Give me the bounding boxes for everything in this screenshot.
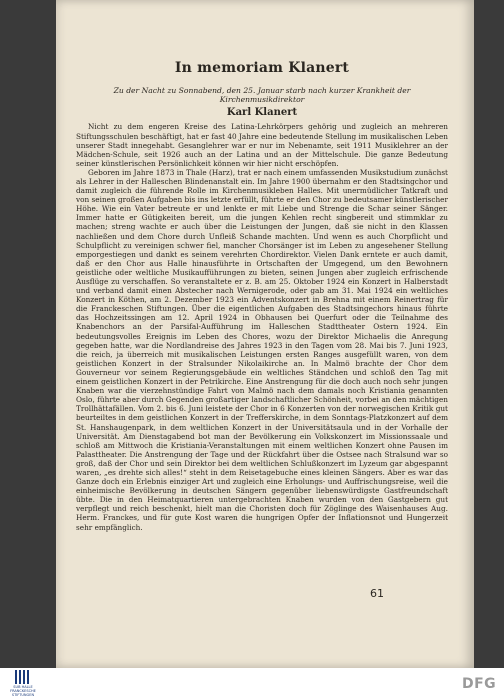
library-logo bbox=[6, 670, 40, 696]
footer-bar bbox=[0, 668, 504, 698]
dfg-logo: DFG bbox=[462, 676, 497, 692]
document-author: Karl Klanert bbox=[226, 107, 298, 119]
document-subtitle: Zu der Nacht zu Sonnabend, den 25. Januar starb nach kurzer Krankheit der Kirchenmusikdirektor bbox=[113, 86, 411, 105]
page-content bbox=[76, 60, 448, 532]
body-paragraph-2: Geboren im Jahre 1873 in Thale (Harz), trat er nach einem umfassenden Musikstudium zunächst als Lehrer in der Halleschen Blindenanstalt ein. Im Jahre 1900 übernahm er den Stadtsingchor und damit zugleich die führende Rolle im Kirchenmusikleben Halles. Mit unermüdlicher Tatkraft und von seinen großen Aufgaben bis ins letzte erfüllt, führte er den Chor zu bedeutsamer künstlerischer Höhe. Wie ein Vater betreute er und lenkte er mit Liebe und Strenge die Schar seiner Sänger. Immer hatte er Gütigkeiten bereit, um die jungen Kehlen recht singbereit und stimmklar zu machen; streng wachte er auch über die Leistungen der Jungen, daß sie nicht in den Klassen nachließen und dem Chore durch Unfleiß Schande machten. Und wenn es auch Chorpflicht und Schulpflicht zu vereinigen schwer fiel, mancher Chorsänger ist im Leben zu angesehener Stellung emporgestiegen und dankt es seinem verehrten Chordirektor. Vielen Dank erntete er auch damit, daß er den Chor aus Halle hinausführte in Ortschaften der Umgegend, um den Bewohnern geistliche oder weltliche Musikaufführungen zu bieten, seinen Jungen aber zugleich erfrischende Ausflüge zu verschaffen. So veranstaltete er z. B. am 25. Oktober 1924 ein Konzert in Halberstadt und verband damit einen Abstecher nach Wernigerode, oder gab am 31. Mai 1924 ein weltliches Konzert in Köthen, am 2. Dezember 1923 ein Adventskonzert in Brehna mit einem Reinertrag für die Franckeschen Stiftungen. Über die eigentlichen Aufgaben des Stadtsingechors hinaus führte das Hochzeitssingen am 12. April 1924 in Obhausen bei Querfurt oder die Teilnahme des Knabenchors an der Parsifal-Aufführung im Halleschen Stadttheater Ostern 1924. Ein bedeutungsvolles Ereignis im Leben des Chores, wozu der Direktor Michaelis die Anregung gegeben hatte, war die Nordlandreise des Jahres 1923 in den Tagen vom 28. Mai bis 7. Juni 1923, die reich, ja überreich mit musikalischen Leistungen ersten Ranges ausgefüllt waren, von dem geistlichen Konzert in der Stralsunder Nikolaikirche an. In Malmö brachte der Chor dem Gouverneur vor seinem Regierungsgebäude ein weltliches Ständchen und schloß den Tag mit einem geistlichen Konzert in der Petrikirche. Eine Anstrengung für die doch auch noch sehr jungen Knaben war die vierzehnstündige Fahrt von Malmö nach dem damals noch Kristiania genannten Oslo, führte aber durch Gegenden großartiger landschaftlicher Schönheit, vorbei an den mächtigen Trollhättafällen. Vom 2. bis 6. Juni leistete der Chor in 6 Konzerten von der norwegischen Kritik gut beurteiltes in dem geistlichen Konzert in der Trefferskirche, in dem Sonntags-Platzkonzert auf dem St. Hanshaugenpark, in dem weltlichen Konzert in der Universitätsaula und in der Vorhalle der Universität. Am Dienstagabend bot man der Bevölkerung ein Volkskonzert im Missionssaale und schloß am Mittwoch die Kristiania-Veranstaltungen mit einem weltlichen Konzert ohne Pausen im Palasttheater. Die Anstrengung der Tage und der Rückfahrt über die Ostsee nach Stralsund war so groß, daß der Chor und sein Direktor bei dem weltlichen Schlußkonzert im Lyzeum gar abgespannt waren, „es drehte sich alles!“ steht in dem Reisetagebuche eines kleinen Sängers. Aber es war das Ganze doch ein Erlebnis einziger Art und zugleich eine Erholungs- und Auffrischungsreise, weil die einheimische Bevölkerung in deutschen Sängern gegenüber liebenswürdigste Gastfreundschaft übte. Die in den Heimatquartieren untergebrachten Knaben wurden von den Gastgebern gut verpflegt und reich beschenkt, hielt man die Choristen doch für Zöglinge des Waisenhauses Aug. Herm. Franckes, und für gute Kost waren die hungrigen Opfer der Inflationsnot und Hungerzeit sehr empfänglich. bbox=[76, 167, 448, 532]
document-page bbox=[56, 0, 474, 668]
document-title: In memoriam Klanert bbox=[174, 60, 350, 76]
body-paragraph-1: Nicht zu dem engeren Kreise des Latina-Lehrkörpers gehörig und zugleich an mehreren Stiftungsschulen beschäftigt, hat er fast 40 Jahre eine bedeutende Stellung im musikalischen Leben unserer Stadt innegehabt. Gesanglehrer war er nur im Nebenamte, seit 1911 Musiklehrer an der Mädchen-Schule, seit 1926 auch an der Latina und an der Mittelschule. Die ganze Bedeutung seiner künstlerischen Persönlichkeit können wir hier nicht erschöpfen. bbox=[76, 122, 448, 168]
library-logo-icon bbox=[15, 670, 31, 684]
page-number: 61 bbox=[370, 587, 384, 600]
library-logo-text: SUB HALLE FRANCKESCHE STIFTUNGEN bbox=[10, 685, 36, 697]
